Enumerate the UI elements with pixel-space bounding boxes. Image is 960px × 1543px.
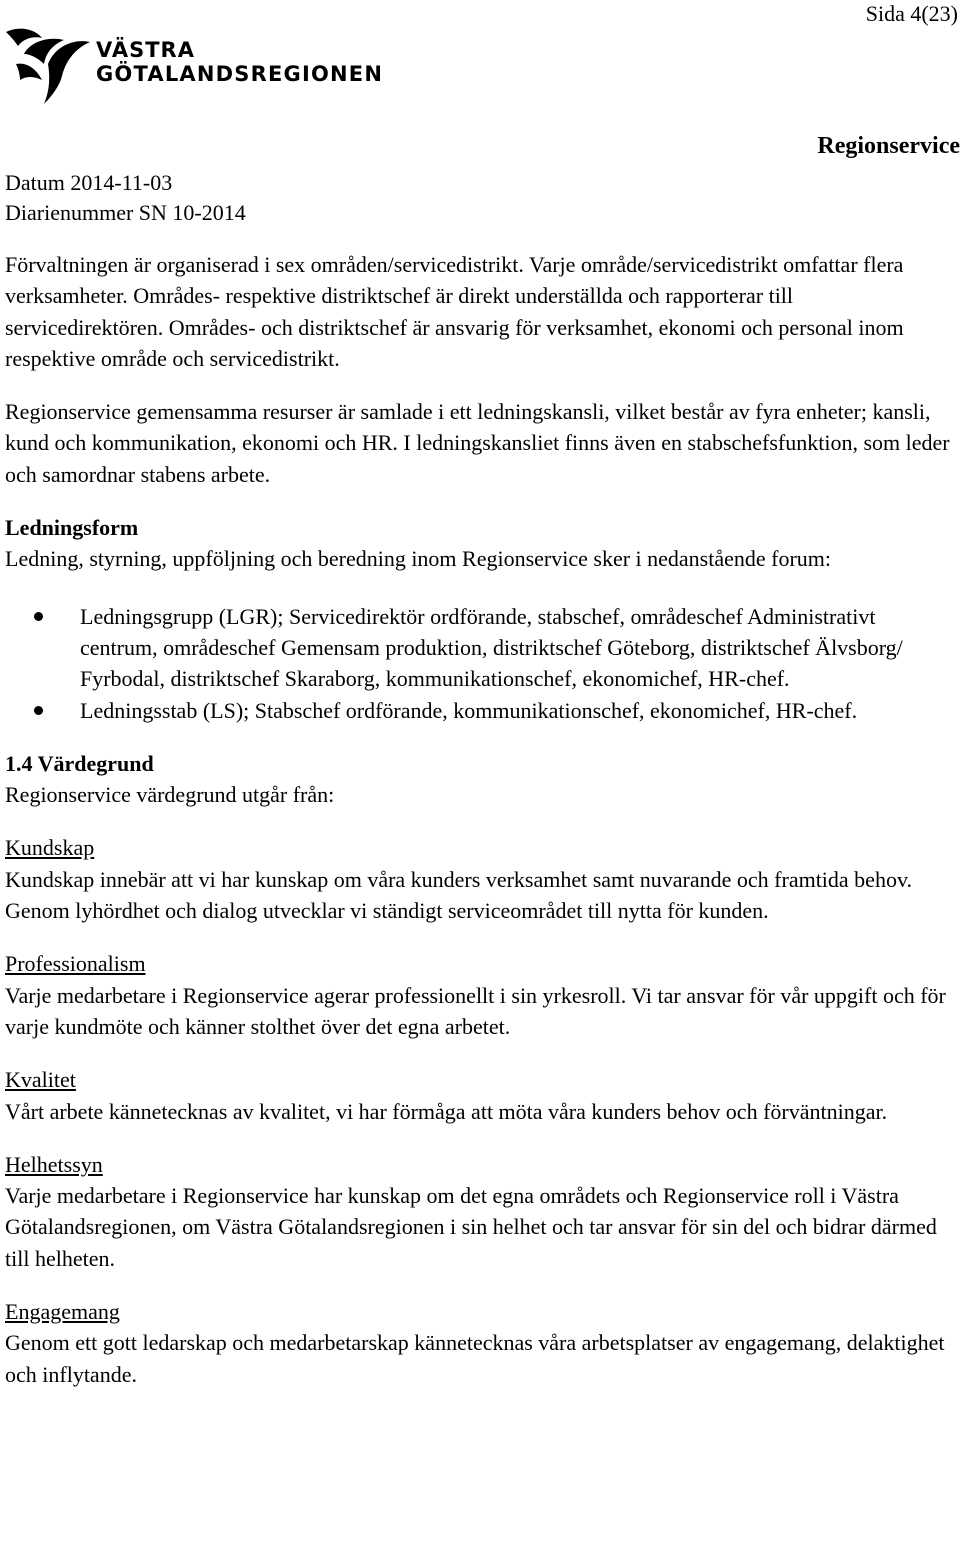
heading-vardegrund: 1.4 Värdegrund [5, 750, 154, 776]
heading-ledningsform: Ledningsform [5, 515, 139, 541]
date-line: Datum 2014-11-03 [5, 170, 173, 195]
paragraph-helhetssyn: Varje medarbetare i Regionservice har kunskap om det egna områdets och Regionservice roll i Västra Götalandsregionen, om Västra Götalandsregionen i sin helhet och tar ansvar för sin del och bidrar därmed till helheten. [5, 1183, 937, 1271]
organization-name: Regionservice [817, 133, 960, 159]
bullet-icon [34, 706, 43, 715]
paragraph-professionalism: Varje medarbetare i Regionservice agerar professionellt i sin yrkesroll. Vi tar ansvar för vår uppgift och för varje kundmöte och känner stolthet över det egna arbetet. [5, 982, 946, 1039]
heading-kvalitet: Kvalitet [5, 1067, 76, 1093]
organization-logo [4, 24, 394, 108]
heading-helhetssyn: Helhetssyn [5, 1151, 103, 1177]
paragraph-organization: Förvaltningen är organiserad i sex områden/servicedistrikt. Varje område/servicedistrikt omfattar flera verksamheter. Områdes- respektive distriktschef är direkt underställda och rapporterar till servicedirektören. Områdes- och distriktschef är ansvarig för verksamhet, ekonomi och personal inom respektive område och servicedistrikt. [5, 252, 904, 371]
paragraph-kvalitet: Vårt arbete kännetecknas av kvalitet, vi har förmåga att möta våra kunders behov och förväntningar. [5, 1098, 888, 1124]
list-item [80, 601, 955, 695]
list-item [80, 695, 955, 726]
logo-text-line2: GÖTALANDSREGIONEN [96, 62, 384, 86]
forum-item-text: Ledningsstab (LS); Stabschef ordförande, kommunikationschef, ekonomichef, HR-chef. [80, 697, 858, 723]
forum-item-text: Ledningsgrupp (LGR); Servicedirektör ordförande, stabschef, områdeschef Administrativt centrum, områdeschef Gemensam produktion, distriktschef Göteborg, distriktschef Älvsborg/ Fyrbodal, distriktschef Skaraborg, kommunikationschef, ekonomichef, HR-chef. [80, 603, 903, 692]
logo-text-line1: VÄSTRA [96, 38, 195, 62]
heading-professionalism: Professionalism [5, 951, 146, 977]
bullet-icon [34, 612, 43, 621]
paragraph-vardegrund-intro: Regionservice värdegrund utgår från: [5, 782, 335, 808]
paragraph-kundskap: Kundskap innebär att vi har kunskap om våra kunders verksamhet samt nuvarande och framtida behov. Genom lyhördhet och dialog utvecklar vi ständigt serviceområdet till nytta för kunden. [5, 866, 913, 924]
heading-kundskap: Kundskap [5, 835, 95, 861]
vgr-logo-mark-icon [4, 24, 94, 108]
page-number: Sida 4(23) [865, 1, 958, 26]
document-body [5, 249, 955, 1390]
document-meta [5, 168, 246, 228]
paragraph-engagemang: Genom ett gott ledarskap och medarbetarskap kännetecknas våra arbetsplatser av engagemang, delaktighet och inflytande. [5, 1330, 945, 1387]
forum-list [5, 601, 955, 726]
diary-number-line: Diarienummer SN 10-2014 [5, 200, 246, 225]
paragraph-shared-resources: Regionservice gemensamma resurser är samlade i ett ledningskansli, vilket består av fyra enheter; kansli, kund och kommunikation, ekonomi och HR. I ledningskansliet finns även en stabschefsfunktion, som leder och samordnar stabens arbete. [5, 399, 950, 487]
paragraph-ledningsform-intro: Ledning, styrning, uppföljning och beredning inom Regionservice sker i nedanstående forum: [5, 546, 832, 572]
heading-engagemang: Engagemang [5, 1299, 120, 1325]
